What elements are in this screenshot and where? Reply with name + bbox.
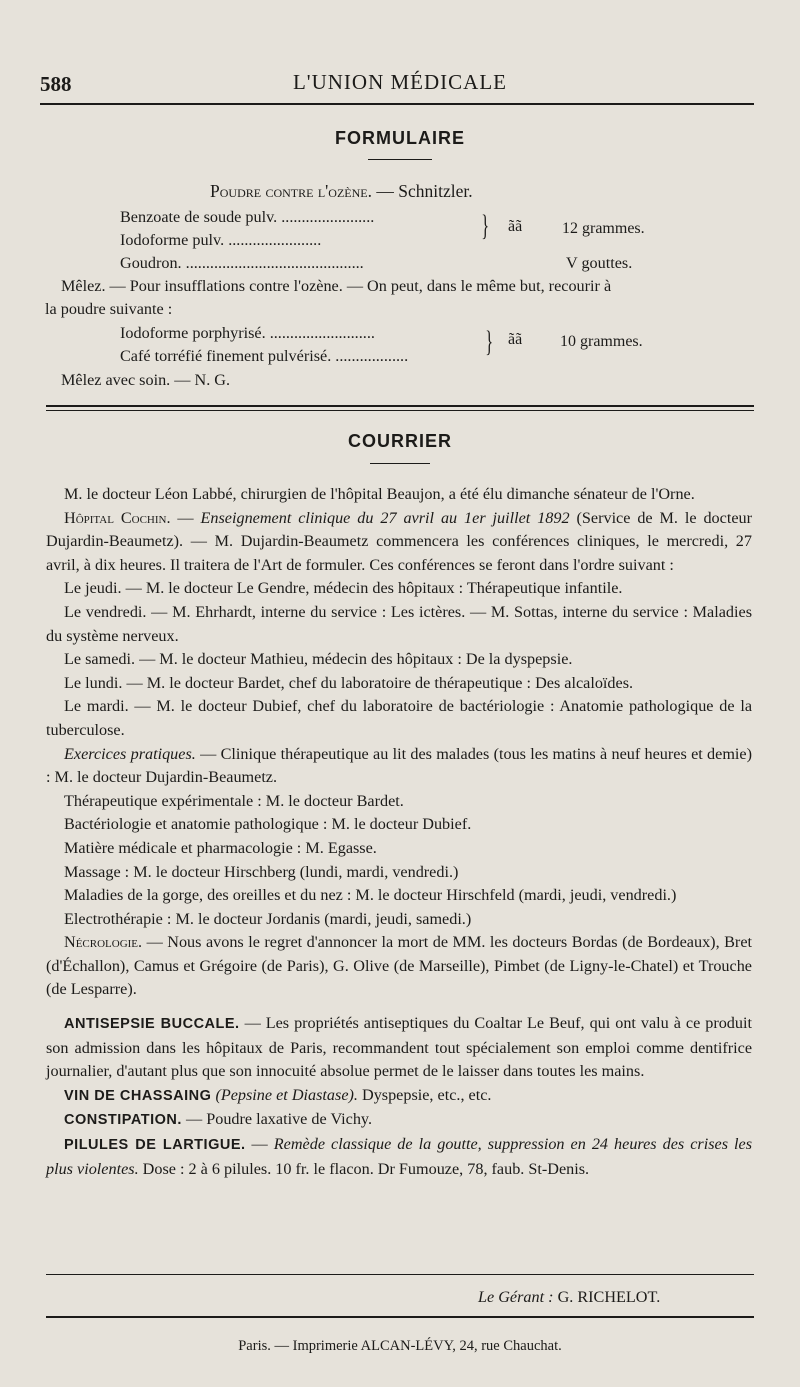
courrier-title-rule — [370, 463, 430, 464]
courrier-p15 — [46, 931, 752, 1002]
courrier-p3 — [46, 577, 752, 601]
ad-pilules-lartigue — [46, 1133, 752, 1181]
signature — [478, 1287, 660, 1307]
ad-antisepsie — [46, 1012, 752, 1084]
signature-name: G. RICHELOT. — [553, 1288, 661, 1306]
ad-antisepsie-text: — Les propriétés antiseptiques du Coaltar Le Beuf, qui ont valu à ce produit son admission dans les hôpitaux de Paris, recommandent tout spécialement son emploi comme dentifrice journalier, d'autant plus que son innocuité absolue permet de le laisser dans toutes les mains. — [46, 1014, 752, 1081]
recipe1-aa: ãã — [508, 218, 523, 235]
recipe1-ingredient-1: Benzoate de soude pulv. ....................... — [120, 208, 375, 226]
recipe1-amount: 12 grammes. — [562, 220, 645, 237]
section-rule-top — [46, 405, 754, 407]
courrier-p11-text: Matière médicale et pharmacologie : M. Egasse. — [64, 838, 377, 857]
courrier-p15-rest: — Nous avons le regret d'annoncer la mort de MM. les docteurs Bordas (de Bordeaux), Bret (d'Échallon), Camus et Grégoire (de Paris), G. Olive (de Marseille), Pimbet (de Ligny-le-Chatel) et Trouche (de Lesparre). — [46, 933, 752, 999]
courrier-p5-text: Le samedi. — M. le docteur Mathieu, médecin des hôpitaux : De la dyspepsie. — [64, 650, 573, 669]
formulaire-title: FORMULAIRE — [335, 128, 465, 148]
courrier-p14 — [46, 908, 752, 932]
courrier-p7-text: Le mardi. — M. le docteur Dubief, chef du laboratoire de bactériologie : Anatomie pathologique de la tuberculose. — [46, 697, 752, 739]
ad-vin-chassaing — [46, 1084, 752, 1109]
courrier-p12 — [46, 861, 752, 885]
courrier-p7 — [46, 695, 752, 742]
ad-constipation-title: CONSTIPATION. — [64, 1112, 182, 1129]
bottom-rule-1 — [46, 1274, 754, 1275]
courrier-p10 — [46, 813, 752, 837]
imprint: Paris. — Imprimerie ALCAN-LÉVY, 24, rue Chauchat. — [238, 1338, 562, 1354]
courrier-title: COURRIER — [347, 431, 452, 451]
courrier-p12-text: Massage : M. le docteur Hirschberg (lundi, mardi, vendredi.) — [64, 862, 459, 881]
courrier-p14-text: Electrothérapie : M. le docteur Jordanis (mardi, jeudi, samedi.) — [64, 909, 472, 928]
spacer — [46, 1002, 752, 1012]
recipe1-title-dash: — — [372, 181, 399, 201]
recipe1-brace: } — [481, 209, 490, 242]
recipe2-brace: } — [485, 325, 494, 358]
courrier-p13-text: Maladies de la gorge, des oreilles et du nez : M. le docteur Hirschfeld (mardi, jeudi, vendredi.) — [64, 886, 677, 905]
courrier-p2 — [46, 507, 752, 578]
courrier-p2-rest: (Service de M. le docteur Dujardin-Beaumetz). — M. Dujardin-Beaumetz commencera les conférences cliniques, le mercredi, 27 avril, à dix heures. Il traitera de l'Art de formuler. Ces conférences se feront dans l'ordre suivant : — [46, 508, 753, 574]
ad-vin-chassaing-text: Dyspepsie, etc., etc. — [357, 1085, 492, 1104]
courrier-p4 — [46, 601, 752, 648]
ad-constipation — [46, 1108, 752, 1133]
courrier-p8-italic: Exercices pratiques. — [64, 744, 196, 763]
courrier-p15-label: Nécrologie. — [64, 933, 143, 952]
ad-pilules-text: Dose : 2 à 6 pilules. 10 fr. le flacon. Dr Fumouze, 78, faub. St-Denis. — [138, 1159, 590, 1178]
courrier-p6-text: Le lundi. — M. le docteur Bardet, chef du laboratoire de thérapeutique : Des alcaloïdes. — [64, 673, 634, 692]
ad-pilules-title: PILULES DE LARTIGUE. — [64, 1137, 246, 1154]
ad-pilules-italic: Remède classique de la goutte, suppression en 24 heures des crises les plus violentes. — [46, 1135, 752, 1178]
melez1-line-1: Mêlez. — Pour insufflations contre l'ozène. — On peut, dans le même but, recourir à — [61, 277, 612, 295]
melez1-line-2: la poudre suivante : — [45, 300, 173, 318]
melez2: Mêlez avec soin. — N. G. — [61, 371, 231, 389]
courrier-p13 — [46, 884, 752, 908]
courrier-p6 — [46, 672, 752, 696]
recipe1-author: Schnitzler. — [398, 181, 473, 201]
courrier-p11 — [46, 837, 752, 861]
courrier-p9 — [46, 790, 752, 814]
courrier-p4-text: Le vendredi. — M. Ehrhardt, interne du service : Les ictères. — M. Sottas, interne du service : Maladies du système nerveux. — [46, 602, 752, 645]
signature-label: Le Gérant : — [478, 1288, 554, 1306]
courrier-paragraphs — [46, 483, 752, 1181]
recipe1-ingredient-3-amount: V gouttes. — [566, 254, 633, 272]
recipe2-aa: ãã — [508, 331, 523, 348]
journal-title: L'UNION MÉDICALE — [292, 70, 507, 94]
courrier-p2-italic: Enseignement clinique du 27 avril au 1er juillet 1892 — [200, 508, 570, 527]
courrier-p8 — [46, 743, 752, 790]
header-rule — [40, 103, 754, 105]
ad-vin-chassaing-italic: (Pepsine et Diastase). — [211, 1085, 358, 1104]
courrier-p3-text: Le jeudi. — M. le docteur Le Gendre, médecin des hôpitaux : Thérapeutique infantile. — [64, 579, 623, 598]
ad-antisepsie-title: ANTISEPSIE BUCCALE. — [64, 1016, 240, 1033]
courrier-p5 — [46, 648, 752, 672]
ad-pilules-dash: — — [245, 1135, 274, 1154]
courrier-p1-text: M. le docteur Léon Labbé, chirurgien de l'hôpital Beaujon, a été élu dimanche sénateur de l'Orne. — [64, 485, 695, 503]
recipe1-title-prefix: Poudre contre l'ozène. — [210, 181, 372, 201]
courrier-p2-dash: — — [170, 508, 201, 527]
courrier-p2-label: Hôpital Cochin. — [64, 508, 171, 527]
formulaire-title-rule — [368, 159, 432, 160]
recipe1-ingredient-2: Iodoforme pulv. ....................... — [120, 231, 322, 249]
ad-vin-chassaing-title: VIN DE CHASSAING — [64, 1087, 212, 1104]
bottom-rule-2 — [46, 1316, 754, 1318]
ad-constipation-text: — Poudre laxative de Vichy. — [181, 1110, 373, 1129]
courrier-p8-rest: — Clinique thérapeutique au lit des malades (tous les matins à neuf heures et demie) : M. le docteur Dujardin-Beaumetz. — [46, 744, 752, 787]
page-number: 588 — [40, 72, 72, 96]
recipe1-title — [210, 181, 473, 201]
section-rule-bottom — [46, 410, 754, 411]
recipe2-ingredient-2: Café torréfié finement pulvérisé. .................. — [120, 347, 409, 365]
courrier-p10-text: Bactériologie et anatomie pathologique : M. le docteur Dubief. — [64, 815, 472, 834]
courrier-p1 — [46, 483, 752, 507]
recipe2-ingredient-1: Iodoforme porphyrisé. .......................... — [120, 324, 375, 342]
recipe2-amount: 10 grammes. — [560, 333, 643, 350]
recipe1-ingredient-3: Goudron. ............................................ — [120, 254, 364, 272]
courrier-p9-text: Thérapeutique expérimentale : M. le docteur Bardet. — [64, 791, 404, 810]
